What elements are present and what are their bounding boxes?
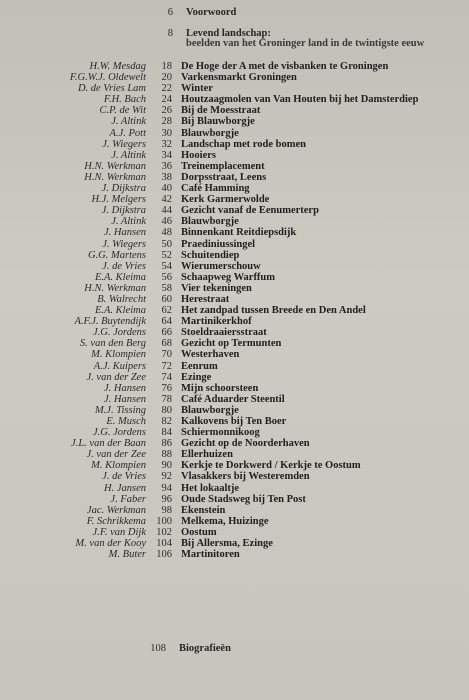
entry-title: Bij Blauwborgje — [181, 116, 255, 128]
page-number: 68 — [161, 338, 172, 350]
entry-author: J. Wiegers — [102, 238, 146, 250]
page-number: 80 — [161, 404, 172, 416]
page-number: 30 — [161, 127, 172, 139]
entry-title: Gezicht op de Noorderhaven — [181, 438, 310, 450]
entry-title: Schaapweg Warffum — [181, 271, 276, 283]
entry-title: Gezicht op Termunten — [181, 338, 282, 350]
entry-title: Melkema, Huizinge — [181, 515, 269, 527]
entry-title: Martinikerkhof — [181, 316, 252, 328]
page-number: 84 — [161, 427, 172, 439]
entry-author: C.P. de Wit — [99, 105, 146, 117]
entry-author: B. Walrecht — [97, 293, 146, 305]
toc-entry — [0, 205, 469, 216]
entry-author: A.F.J. Buytendijk — [74, 316, 146, 328]
page-number: 76 — [161, 382, 172, 394]
entry-author: J. Hansen — [104, 393, 146, 405]
entry-title: Blauwborgje — [181, 127, 239, 139]
entry-title: Winter — [181, 83, 213, 95]
toc-entry — [0, 460, 469, 471]
page-number: 60 — [161, 293, 172, 305]
entry-title: Binnenkant Reitdiepsdijk — [181, 227, 297, 239]
toc-list — [0, 61, 469, 560]
entry-title: Landschap met rode bomen — [181, 138, 306, 150]
entry-title: Treinemplacement — [181, 160, 265, 172]
toc-entry — [0, 538, 469, 549]
entry-author: H.W. Mesdag — [89, 61, 146, 72]
entry-title: Schuitendiep — [181, 249, 240, 261]
entry-author: A.J. Pott — [109, 127, 146, 139]
toc-entry — [0, 116, 469, 127]
entry-title: Café Aduarder Steentil — [181, 393, 285, 405]
page-number: 22 — [161, 83, 172, 95]
toc-entry — [0, 516, 469, 527]
page-number: 108 — [150, 643, 166, 654]
entry-title: Westerhaven — [181, 349, 240, 361]
toc-entry — [0, 61, 469, 72]
toc-entry — [0, 172, 469, 183]
page-number: 42 — [161, 194, 172, 206]
toc-entry — [0, 471, 469, 482]
page-number: 104 — [156, 538, 172, 550]
entry-title: Houtzaagmolen van Van Houten bij het Damsterdiep — [181, 94, 419, 106]
entry-author: J. Wiegers — [102, 138, 146, 150]
entry-author: A.J. Kuipers — [93, 360, 146, 372]
entry-title: Het lokaaltje — [181, 482, 240, 494]
toc-entry — [0, 405, 469, 416]
page-number: 56 — [161, 271, 172, 283]
entry-author: H.N. Werkman — [84, 160, 146, 172]
entry-title: Het zandpad tussen Breede en Den Andel — [181, 305, 366, 317]
entry-author: Jac. Werkman — [86, 504, 146, 516]
entry-author: J. van der Zee — [86, 449, 146, 461]
entry-title: Kalkovens bij Ten Boer — [181, 416, 287, 427]
toc-entry — [0, 438, 469, 449]
entry-title: Voorwoord — [186, 7, 237, 18]
entry-author: E.A. Kleima — [94, 271, 146, 283]
toc-entry — [0, 372, 469, 383]
toc-entry — [0, 227, 469, 238]
page-number: 70 — [161, 349, 172, 361]
toc-entry — [0, 449, 469, 460]
entry-author: J.L. van der Baan — [71, 438, 146, 450]
entry-author: J.G. Jordens — [93, 427, 146, 439]
entry-author: J. Altink — [111, 149, 146, 161]
toc-entry — [0, 361, 469, 372]
page-number: 66 — [161, 327, 172, 339]
page-number: 8 — [167, 28, 173, 39]
entry-title: Bij de Moesstraat — [181, 105, 261, 117]
page-number: 102 — [156, 526, 172, 538]
toc-entry — [0, 128, 469, 139]
entry-title: Mijn schoorsteen — [181, 382, 259, 394]
entry-author: E.A. Kleima — [94, 305, 146, 317]
entry-subtitle: beelden van het Groninger land in de twintigste eeuw — [186, 38, 425, 49]
toc-entry — [0, 272, 469, 283]
entry-title: Bij Allersma, Ezinge — [181, 538, 273, 550]
page-number: 32 — [161, 138, 172, 150]
entry-author: J. Hansen — [104, 227, 146, 239]
toc-entry — [0, 94, 469, 105]
page-number: 52 — [161, 249, 172, 261]
toc-entry — [0, 416, 469, 427]
page-number: 54 — [161, 260, 172, 272]
entry-author: S. van den Berg — [79, 338, 146, 350]
toc-entry — [0, 549, 469, 560]
page-number: 90 — [161, 460, 172, 472]
page-number: 34 — [161, 149, 172, 161]
toc-entry — [0, 150, 469, 161]
entry-title: Varkensmarkt Groningen — [181, 72, 297, 84]
entry-title: Café Hamming — [181, 183, 250, 195]
entry-author: J. Altink — [111, 216, 146, 228]
entry-title: Oostum — [181, 526, 217, 538]
toc-entry — [0, 327, 469, 338]
entry-author: J. Hansen — [104, 382, 146, 394]
page-number: 62 — [161, 305, 172, 317]
entry-title: Stoeldraaiersstraat — [181, 327, 267, 339]
entry-title: Schiermonnikoog — [181, 427, 260, 439]
page-number: 86 — [161, 438, 172, 450]
entry-author: H.N. Werkman — [84, 171, 146, 183]
entry-author: F. Schrikkema — [86, 515, 146, 527]
page-number: 38 — [161, 171, 172, 183]
page-number: 82 — [161, 416, 172, 427]
entry-author: M. Klompien — [91, 349, 146, 361]
entry-title: Dorpsstraat, Leens — [181, 171, 267, 183]
toc-entry — [0, 139, 469, 150]
entry-author: M. van der Kooy — [75, 538, 146, 550]
toc-entry — [0, 283, 469, 294]
page-number: 44 — [161, 205, 172, 217]
entry-title: Oude Stadsweg bij Ten Post — [181, 493, 306, 505]
page-number: 48 — [161, 227, 172, 239]
toc-entry — [0, 239, 469, 250]
entry-author: F.H. Bach — [103, 94, 146, 106]
entry-author: J. van der Zee — [86, 371, 146, 383]
entry-title: Herestraat — [181, 293, 230, 305]
entry-title: Ezinge — [181, 371, 212, 383]
entry-title: Blauwborgje — [181, 404, 239, 416]
page-number: 26 — [161, 105, 172, 117]
entry-author: J. de Vries — [102, 260, 146, 272]
page-number: 58 — [161, 282, 172, 294]
page-number: 98 — [161, 504, 172, 516]
entry-title: Praediniussingel — [181, 238, 256, 250]
entry-author: M.J. Tissing — [94, 404, 146, 416]
entry-title: Biografieën — [179, 643, 231, 654]
entry-title: Ekenstein — [181, 504, 226, 516]
page-number: 96 — [161, 493, 172, 505]
page-number: 92 — [161, 471, 172, 483]
entry-author: M. Klompien — [91, 460, 146, 472]
page-number: 64 — [161, 316, 172, 328]
toc-entry — [0, 305, 469, 316]
toc-entry — [0, 427, 469, 438]
page-number: 36 — [161, 160, 172, 172]
page-number: 28 — [161, 116, 172, 128]
entry-author: J. Dijkstra — [101, 183, 146, 195]
entry-title: De Hoge der A met de visbanken te Groningen — [181, 61, 389, 72]
entry-author: M. Buter — [108, 549, 146, 561]
page-number: 24 — [161, 94, 172, 106]
page-number: 88 — [161, 449, 172, 461]
entry-author: H. Jansen — [104, 482, 146, 494]
entry-title: Blauwborgje — [181, 216, 239, 228]
entry-author: G.G. Martens — [87, 249, 146, 261]
toc-entry — [0, 394, 469, 405]
toc-entry — [0, 250, 469, 261]
entry-author: D. de Vries Lam — [77, 83, 146, 95]
toc-entry — [0, 349, 469, 360]
entry-title: Kerkje te Dorkwerd / Kerkje te Oostum — [181, 460, 361, 472]
entry-author: E. Musch — [106, 416, 146, 427]
entry-author: J. Dijkstra — [101, 205, 146, 217]
entry-author: J. Altink — [111, 116, 146, 128]
toc-entry — [0, 261, 469, 272]
entry-author: J. de Vries — [102, 471, 146, 483]
entry-title: Hooiers — [181, 149, 216, 161]
page-number: 72 — [161, 360, 172, 372]
toc-entry — [0, 316, 469, 327]
toc-entry — [0, 294, 469, 305]
toc-entry — [0, 494, 469, 505]
entry-title: Ellerhuizen — [181, 449, 233, 461]
toc-entry — [0, 505, 469, 516]
entry-author: F.G.W.J. Oldewelt — [69, 72, 146, 84]
page-number: 46 — [161, 216, 172, 228]
entry-title: Vier tekeningen — [181, 282, 252, 294]
toc-entry — [0, 72, 469, 83]
page-number: 40 — [161, 183, 172, 195]
page-number: 18 — [161, 61, 172, 72]
page-number: 74 — [161, 371, 172, 383]
toc-entry — [0, 216, 469, 227]
entry-title: Gezicht vanaf de Eenumerterp — [181, 205, 319, 217]
entry-author: H.J. Melgers — [91, 194, 146, 206]
entry-title: Kerk Garmerwolde — [181, 194, 270, 206]
page-number: 20 — [161, 72, 172, 84]
toc-entry — [0, 161, 469, 172]
entry-author: J. Faber — [110, 493, 146, 505]
toc-entry — [0, 527, 469, 538]
entry-title: Levend landschap: — [186, 28, 271, 39]
toc-entry — [0, 383, 469, 394]
toc-entry — [0, 105, 469, 116]
page-number: 100 — [156, 515, 172, 527]
toc-entry — [0, 338, 469, 349]
entry-author: J.F. van Dijk — [92, 526, 146, 538]
toc-entry — [0, 83, 469, 94]
entry-title: Martinitoren — [181, 549, 240, 561]
entry-author: H.N. Werkman — [84, 282, 146, 294]
page-number: 78 — [161, 393, 172, 405]
page-number: 6 — [167, 7, 173, 18]
entry-title: Eenrum — [181, 360, 218, 372]
page-number: 94 — [161, 482, 172, 494]
entry-author: J.G. Jordens — [93, 327, 146, 339]
toc-entry — [0, 194, 469, 205]
page-number: 50 — [161, 238, 172, 250]
entry-title: Wierumerschouw — [181, 260, 261, 272]
entry-title: Vlasakkers bij Westeremden — [181, 471, 310, 483]
page-number: 106 — [156, 549, 172, 561]
toc-entry — [0, 483, 469, 494]
toc-entry — [0, 183, 469, 194]
